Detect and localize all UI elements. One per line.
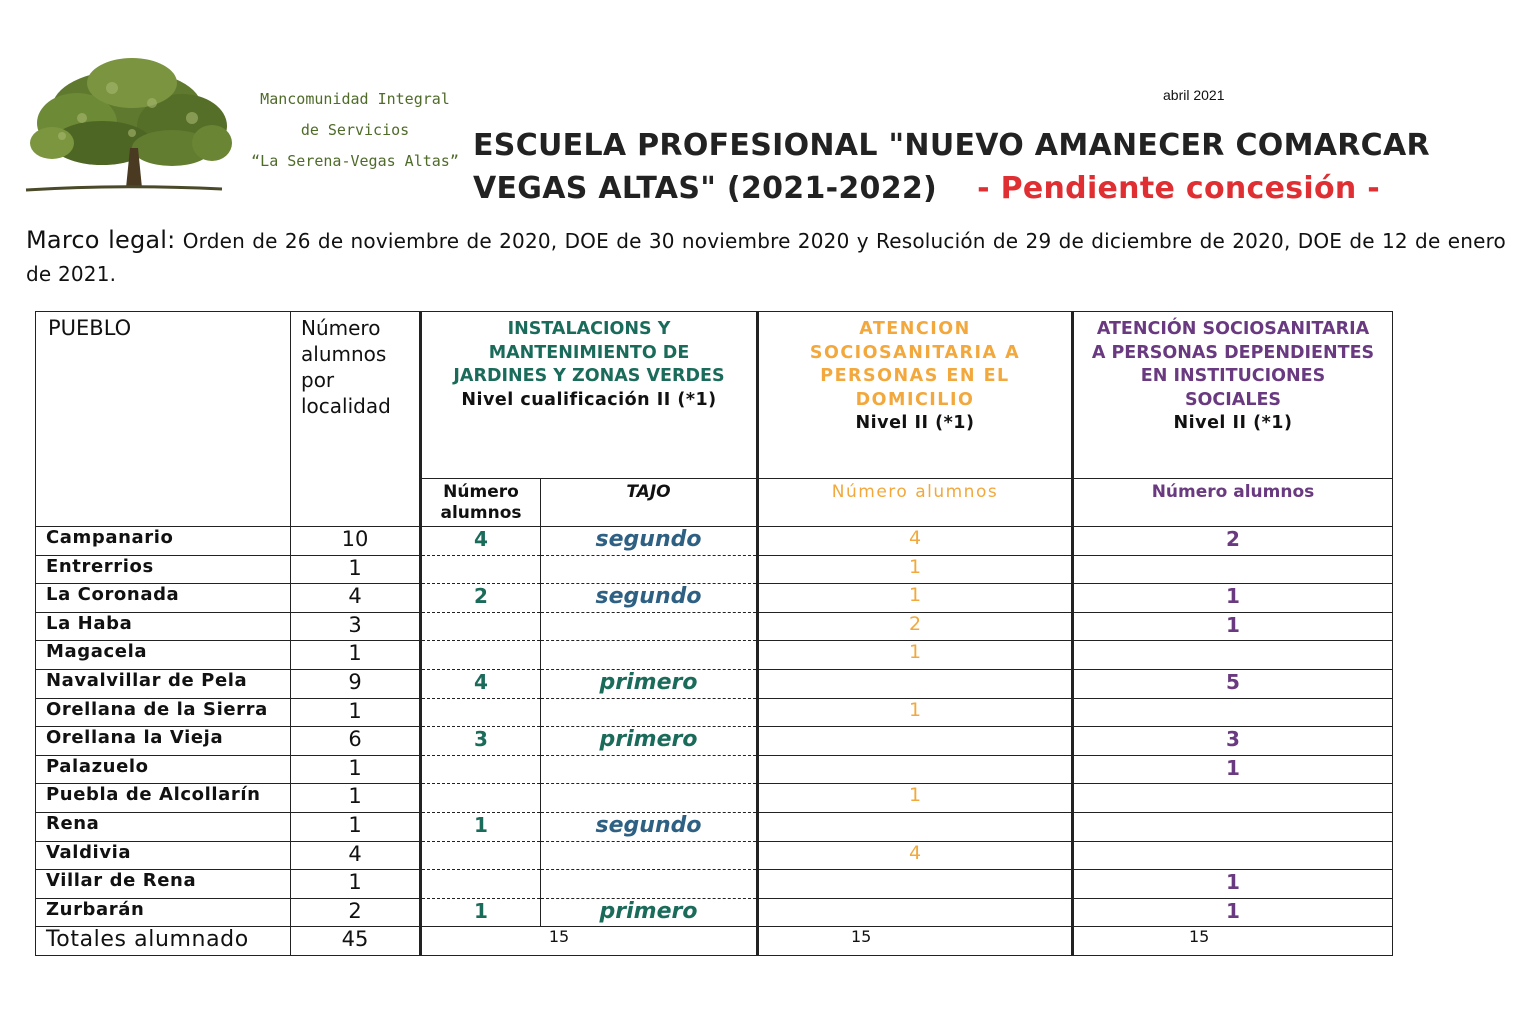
table-row — [36, 841, 1393, 870]
header-green-l2: MANTENIMIENTO DE — [488, 342, 690, 363]
header-orange-l3: PERSONAS EN EL — [820, 366, 1010, 386]
table-row — [36, 812, 1393, 841]
table-row — [36, 669, 1393, 698]
cell-total: 1 — [291, 784, 421, 813]
cell-domicilio — [758, 812, 1073, 841]
cell-instituciones — [1073, 641, 1393, 670]
header-pueblo: PUEBLO — [36, 312, 291, 527]
pending-status: - Pendiente concesión - — [977, 171, 1381, 206]
table-row — [36, 584, 1393, 613]
cell-pueblo: Rena — [36, 812, 291, 841]
subheader-green-l1: Número — [443, 482, 519, 502]
cell-pueblo: Palazuelo — [36, 755, 291, 784]
legal-framework — [26, 224, 1506, 291]
cell-pueblo: Valdivia — [36, 841, 291, 870]
header-num-l4: localidad — [301, 394, 391, 418]
cell-instituciones: 1 — [1073, 898, 1393, 927]
header-orange-l4: DOMICILIO — [855, 389, 975, 410]
header-row — [36, 312, 1393, 479]
totals-domicilio: 15 — [758, 927, 1073, 956]
cell-pueblo: Entrerrios — [36, 555, 291, 584]
header-purple-l2: A PERSONAS DEPENDIENTES — [1091, 342, 1375, 363]
header-jardines — [421, 312, 758, 479]
header-num-alumnos — [291, 312, 421, 527]
cell-domicilio — [758, 870, 1073, 899]
subheader-jardines-num — [421, 479, 541, 527]
cell-tajo — [541, 755, 758, 784]
cell-jardines — [421, 870, 541, 899]
cell-total: 1 — [291, 755, 421, 784]
cell-total: 1 — [291, 812, 421, 841]
cell-domicilio — [758, 898, 1073, 927]
totals-label: Totales alumnado — [36, 927, 291, 956]
cell-domicilio — [758, 755, 1073, 784]
cell-tajo: primero — [541, 727, 758, 756]
legal-text: Orden de 26 de noviembre de 2020, DOE de 30 noviembre 2020 y Resolución de 29 de diciembre de 2020, DOE de 12 de enero de 2021. — [26, 229, 1506, 286]
cell-jardines — [421, 698, 541, 727]
cell-domicilio — [758, 727, 1073, 756]
cell-jardines: 3 — [421, 727, 541, 756]
cell-tajo: primero — [541, 669, 758, 698]
cell-instituciones — [1073, 784, 1393, 813]
cell-domicilio: 1 — [758, 584, 1073, 613]
cell-tajo — [541, 555, 758, 584]
cell-jardines — [421, 612, 541, 641]
header-orange-l2: SOCIOSANITARIA A — [809, 342, 1021, 363]
cell-tajo — [541, 870, 758, 899]
cell-domicilio: 4 — [758, 841, 1073, 870]
cell-jardines: 4 — [421, 527, 541, 556]
table-row — [36, 870, 1393, 899]
header-purple-l4: SOCIALES — [1184, 389, 1282, 410]
cell-jardines: 1 — [421, 898, 541, 927]
cell-instituciones — [1073, 812, 1393, 841]
table-row — [36, 727, 1393, 756]
title-line-1: ESCUELA PROFESIONAL "NUEVO AMANECER COMARCAR — [473, 128, 1430, 163]
header-domicilio — [758, 312, 1073, 479]
tree-logo-icon — [22, 48, 237, 198]
cell-total: 4 — [291, 584, 421, 613]
totals-instituciones: 15 — [1073, 927, 1393, 956]
cell-tajo — [541, 612, 758, 641]
cell-jardines: 2 — [421, 584, 541, 613]
org-line-2: de Servicios — [300, 121, 410, 139]
table-row — [36, 527, 1393, 556]
table-row — [36, 784, 1393, 813]
cell-pueblo: Zurbarán — [36, 898, 291, 927]
students-table — [35, 311, 1393, 956]
cell-pueblo: La Haba — [36, 612, 291, 641]
cell-instituciones: 1 — [1073, 612, 1393, 641]
cell-pueblo: Orellana la Vieja — [36, 727, 291, 756]
cell-instituciones: 1 — [1073, 755, 1393, 784]
table-row — [36, 612, 1393, 641]
cell-total: 1 — [291, 641, 421, 670]
subheader-green-l2: alumnos — [440, 503, 522, 523]
cell-tajo: segundo — [541, 527, 758, 556]
totals-jardines: 15 — [421, 927, 758, 956]
cell-total: 1 — [291, 870, 421, 899]
totals-row — [36, 927, 1393, 956]
header-purple-nivel: Nivel II (*1) — [1173, 413, 1293, 433]
header-instituciones — [1073, 312, 1393, 479]
cell-domicilio: 1 — [758, 784, 1073, 813]
cell-domicilio: 1 — [758, 641, 1073, 670]
org-line-3: “La Serena-Vegas Altas” — [251, 152, 459, 170]
cell-pueblo: Puebla de Alcollarín — [36, 784, 291, 813]
cell-pueblo: La Coronada — [36, 584, 291, 613]
title-line-2: VEGAS ALTAS" (2021-2022) — [473, 171, 938, 206]
header-green-nivel: Nivel cualificación II (*1) — [461, 389, 717, 410]
table-row — [36, 641, 1393, 670]
cell-instituciones: 1 — [1073, 870, 1393, 899]
cell-jardines: 4 — [421, 669, 541, 698]
header-purple-l3: EN INSTITUCIONES — [1140, 366, 1326, 386]
cell-jardines: 1 — [421, 812, 541, 841]
totals-count: 45 — [291, 927, 421, 956]
cell-instituciones — [1073, 698, 1393, 727]
cell-jardines — [421, 784, 541, 813]
cell-pueblo: Orellana de la Sierra — [36, 698, 291, 727]
cell-pueblo: Navalvillar de Pela — [36, 669, 291, 698]
header-num-l3: por — [301, 368, 335, 392]
cell-tajo: segundo — [541, 584, 758, 613]
subheader-instituciones-num: Número alumnos — [1073, 479, 1393, 527]
cell-jardines — [421, 841, 541, 870]
cell-total: 1 — [291, 698, 421, 727]
header-purple-l1: ATENCIÓN SOCIOSANITARIA — [1096, 319, 1370, 339]
table-row — [36, 555, 1393, 584]
cell-tajo: segundo — [541, 812, 758, 841]
cell-instituciones: 5 — [1073, 669, 1393, 698]
cell-jardines — [421, 755, 541, 784]
cell-jardines — [421, 555, 541, 584]
cell-instituciones: 3 — [1073, 727, 1393, 756]
table-row — [36, 698, 1393, 727]
cell-pueblo: Villar de Rena — [36, 870, 291, 899]
subheader-tajo: TAJO — [541, 479, 758, 527]
header-num-l2: alumnos — [301, 342, 387, 366]
cell-total: 3 — [291, 612, 421, 641]
page-title — [473, 124, 1430, 210]
header-orange-l1: ATENCION — [859, 319, 971, 339]
cell-tajo — [541, 698, 758, 727]
cell-pueblo: Campanario — [36, 527, 291, 556]
table-row — [36, 898, 1393, 927]
cell-total: 2 — [291, 898, 421, 927]
cell-tajo — [541, 784, 758, 813]
header-green-l1: INSTALACIONS Y — [507, 319, 671, 339]
cell-total: 4 — [291, 841, 421, 870]
cell-pueblo: Magacela — [36, 641, 291, 670]
cell-domicilio: 1 — [758, 698, 1073, 727]
subheader-domicilio-num: Número alumnos — [758, 479, 1073, 527]
organization-name — [250, 84, 460, 177]
header-green-l3: JARDINES Y ZONAS VERDES — [453, 366, 725, 386]
cell-total: 9 — [291, 669, 421, 698]
cell-instituciones: 2 — [1073, 527, 1393, 556]
cell-instituciones: 1 — [1073, 584, 1393, 613]
cell-total: 6 — [291, 727, 421, 756]
header-num-l1: Número — [301, 316, 381, 340]
document-date: abril 2021 — [1163, 87, 1225, 103]
cell-domicilio: 2 — [758, 612, 1073, 641]
cell-tajo — [541, 841, 758, 870]
cell-total: 10 — [291, 527, 421, 556]
cell-instituciones — [1073, 555, 1393, 584]
cell-domicilio: 4 — [758, 527, 1073, 556]
cell-instituciones — [1073, 841, 1393, 870]
legal-label: Marco legal: — [26, 226, 176, 254]
cell-total: 1 — [291, 555, 421, 584]
table-row — [36, 755, 1393, 784]
table-body — [36, 527, 1393, 927]
cell-domicilio: 1 — [758, 555, 1073, 584]
header-orange-nivel: Nivel II (*1) — [855, 413, 975, 433]
cell-tajo — [541, 641, 758, 670]
cell-tajo: primero — [541, 898, 758, 927]
cell-domicilio — [758, 669, 1073, 698]
org-line-1: Mancomunidad Integral — [260, 90, 450, 108]
cell-jardines — [421, 641, 541, 670]
